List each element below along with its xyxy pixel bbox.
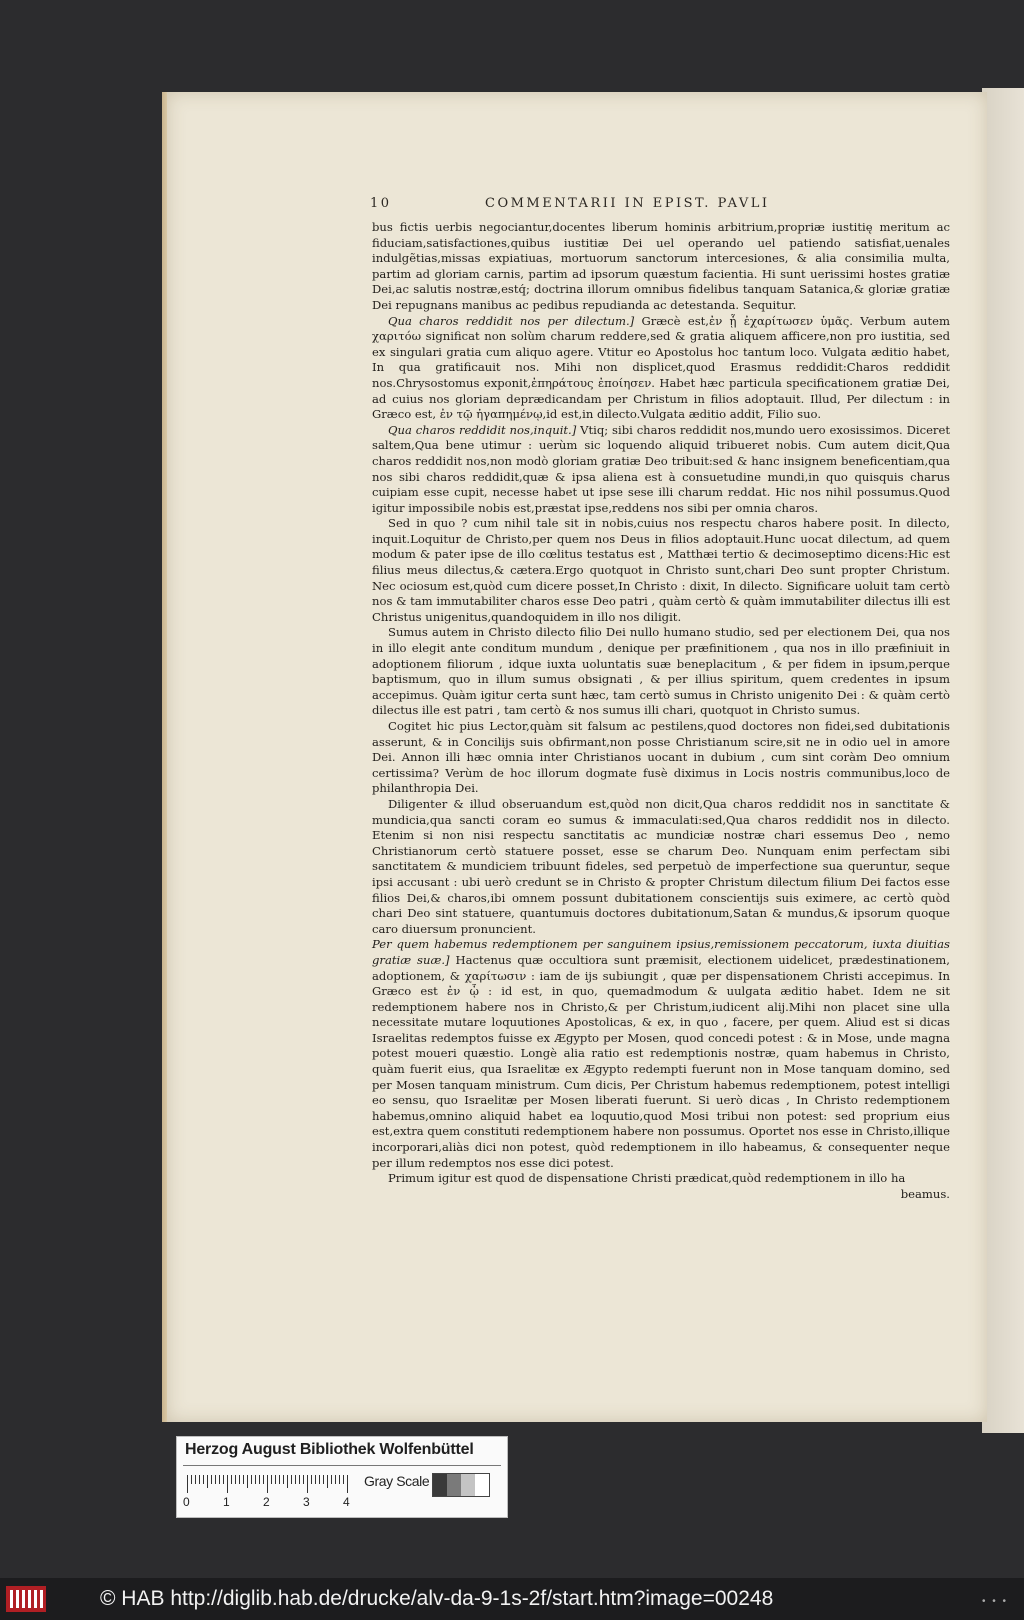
ruler-numbers <box>183 1495 363 1511</box>
ruler-tick <box>347 1475 348 1493</box>
ruler-tick <box>239 1475 240 1484</box>
ruler-tick <box>243 1475 244 1484</box>
ruler-number: 2 <box>263 1495 270 1509</box>
ruler-tick <box>251 1475 252 1484</box>
ruler-tick <box>231 1475 232 1484</box>
running-title: COMMENTARII IN EPIST. PAVLI <box>485 196 770 211</box>
gray-swatch-cell <box>447 1474 461 1496</box>
paragraph-text: Hactenus quæ occultiora sunt præmisit, electionem uidelicet, prædestinationem, adoptionem, & χαρίτωσιν : iam de ijs subiungit , quæ per dispensationem Christi accepimus. In Græco est ἐν ᾧ : id est, in quo, quemadmodum & uulgata æditio habet. Idem ne sit redemptionem habere nos in Christo,& per Christum,iudicent alij.Mihi non placet sine ulla necessitate mutare loquutiones Apostolicas, & ex, in quo , facere, per quem. Aliud est si dicas Israelitas redemptos fuisse ex Ægypto per Mosen, quod concedi potest : & in Mose, unde magna potest moueri quæstio. Longè alia ratio est redemptionis nostræ, quam habemus in Christo, quàm fuerit eius, qua Israelitæ ex Ægypto redempti fuerunt non in Mose tanquam domino, sed per Mosen tanquam ministrum. Cum dicis, Per Christum habemus redemptionem, potest intelligi eo sensu, quo Israelitæ per Mosen liberati fuerunt. Si uerò dicas , In Christo redemptionem habemus,omnino aliquid habet ea loquutio,quod Mosi tribui non potest: sed proprium eius est,extra quem constituti redemptionem habere non possumus. Oportet nos esse in Christo,illique incorporari,aliàs dici non potest, quòd redemptionem in illo habeamus, & consequenter neque per illum redemptos nos esse dici potest. <box>372 952 950 1170</box>
paragraph-text: Græcè est,ἐν ᾗ ἐχαρίτωσεν ὑμᾶς. Verbum autem χαριτόω significat non solùm charum reddere,sed & gratia aliquem afficere,non pro iustitia, sed ex singulari gratia cum aliquo agere. Vtitur eo Apostolus hoc tantum loco. Vulgata æditio habet, In qua gratificauit nos. Mihi non displicet,quod Erasmus reddidit:Charos reddidit nos.Chrysostomus exponit,ἐπηράτους ἐποίησεν. Habet hæc particula specificationem gratiæ Dei, ad cuius nos gloriam deprædicandam per Christum in filios adoptauit. Illud, Per dilectum : in Græco est, ἐν τῷ ἠγαπημένῳ,id est,in dilecto.Vulgata æditio addit, Filio suo. <box>372 313 951 422</box>
paragraph <box>372 516 950 625</box>
paragraph <box>372 719 950 797</box>
paragraph <box>372 1171 950 1187</box>
ruler-tick <box>247 1475 248 1488</box>
ruler-tick <box>331 1475 332 1484</box>
ruler-tick <box>255 1475 256 1484</box>
paragraph <box>372 625 950 719</box>
ruler-tick <box>219 1475 220 1484</box>
ruler-tick <box>343 1475 344 1484</box>
paragraph-text: Vtiq; sibi charos reddidit nos,mundo uero exosissimos. Diceret saltem,Qua bene utimur : uerùm sic loquendo aliquid tribueret nobis. Cum autem dicit,Qua charos reddidit nos,non modò gloriam gratiæ Deo tribuit:sed & hanc insignem beneficentiam,qua nos sibi charos reddidit,quæ & ipsa aliena est à consuetudine mundi,in quo quisquis charus cuipiam esse cupit, necesse habet ut ipse sese illi charum reddat. Hic nos nihil possumus.Quod igitur impossibile nobis est,præstat ipse,reddens nos sibi per omnia charos. <box>372 422 950 515</box>
ruler-tick <box>303 1475 304 1484</box>
ruler-tick <box>267 1475 268 1493</box>
facing-page-edge <box>982 88 1024 1433</box>
gray-swatch-cell <box>475 1474 489 1496</box>
card-divider <box>183 1465 501 1466</box>
paragraph-text: Primum igitur est quod de dispensatione Christi prædicat,quòd redemptionem in illo ha <box>388 1171 906 1186</box>
ruler-tick <box>223 1475 224 1484</box>
ruler-tick <box>283 1475 284 1484</box>
gray-scale-label: Gray Scale <box>364 1473 430 1489</box>
ruler-tick <box>203 1475 204 1484</box>
paragraph <box>372 220 950 314</box>
ruler-number: 0 <box>183 1495 190 1509</box>
ruler-tick <box>195 1475 196 1484</box>
ruler-tick <box>271 1475 272 1484</box>
catchword: beamus. <box>900 1186 950 1201</box>
paragraph <box>372 314 950 423</box>
ruler-tick <box>187 1475 188 1493</box>
hab-logo-icon <box>6 1586 46 1612</box>
ruler-tick <box>211 1475 212 1484</box>
color-target-card <box>176 1436 508 1518</box>
ruler-tick <box>323 1475 324 1484</box>
paragraph-text: Sumus autem in Christo dilecto filio Dei nullo humano studio, sed per electionem Dei, qua nos in illo elegit ante conditum mundum , denique per præfinitionem , qua nos in illo præfiniuit in adoptionem filiorum , idque iuxta uoluntatis suæ beneplacitum , & per fidem in ipsum,perque baptismum, quo in illum sumus obsignati , & per illius spiritum, quem credentes in ipsum accepimus. Quàm igitur certa sunt hæc, tam certò sumus in Christo unigenito Dei : & quàm certò dilectus ille est patri , tam certò & nos sumus illi chari, quotquot in Christo sumus. <box>372 625 950 718</box>
lemma: Qua charos reddidit nos,inquit.] <box>388 422 577 437</box>
lemma: Per quem habemus redemptionem per sanguinem ipsius,remissionem peccatorum, iuxta diuitias gratiæ suæ.] <box>372 937 950 967</box>
ruler-tick <box>327 1475 328 1488</box>
paragraph <box>372 797 950 937</box>
ruler-tick <box>207 1475 208 1488</box>
paragraph-text: bus fictis uerbis negociantur,docentes liberum hominis arbitrium,propriæ iustitię meritum ac fiduciam,satisfactiones,quibus iustitiæ Dei uel operando uel patiendo satisfiat,uenales indulgẽtias,missas expiatiuas, mortuorum sanctorum intercesiones, & alia consimilia multa, partim ad gloriam carnis, partim ad ipsorum quæstum facientia. Hi sunt uerissimi hostes gratiæ Dei,ac salutis nostræ,estq́; doctrina illorum omnibus fidelibus tanquam Satanica,& gloriæ gratiæ Dei repugnans manibus ac pedibus repudianda ac detestanda. Sequitur. <box>372 220 950 312</box>
ruler-tick <box>215 1475 216 1484</box>
ruler-tick <box>295 1475 296 1484</box>
ruler-tick <box>199 1475 200 1484</box>
ruler-tick <box>235 1475 236 1484</box>
ruler-tick <box>319 1475 320 1484</box>
lemma: Qua charos reddidit nos per dilectum.] <box>388 313 635 328</box>
ruler-tick <box>291 1475 292 1484</box>
ruler-tick <box>287 1475 288 1488</box>
paragraph-text: Diligenter & illud obseruandum est,quòd non dicit,Qua charos reddidit nos in sanctitate & mundicia,qua sancti coram eo sumus & immaculati:sed,Qua charos reddidit nos in dilecto. Etenim si non nisi respectu sanctitatis ac mundiciæ nostræ chari essemus Deo , nemo Christianorum certò statuere posset, esse se charum Deo. Nunquam enim perfectam sibi sanctitatem & mundiciem tribuunt fideles, sed perpetuò de imperfectione sua queruntur, seque ipsi accusant : ubi uerò credunt se in Christo & propter Christum dilectum filium Dei factos esse filios Dei,& charos,ibi omnem possunt dubitationem conscientijs suis eximere, ac certò quòd chari Deo sint statuere, quantumuis doctores dubitationum,Satan & mundus,& ipsorum quoque caro diuersum pronuncient. <box>372 796 950 936</box>
ruler-tick <box>299 1475 300 1484</box>
ruler-number: 1 <box>223 1495 230 1509</box>
ruler-tick <box>191 1475 192 1484</box>
ruler-tick <box>307 1475 308 1493</box>
running-head <box>370 196 955 216</box>
paragraph <box>372 937 950 1171</box>
ruler-tick <box>279 1475 280 1484</box>
ruler <box>187 1475 347 1497</box>
ruler-tick <box>259 1475 260 1484</box>
paragraph-text: Cogitet hic pius Lector,quàm sit falsum ac pestilens,quod doctores non fidei,sed dubitationis asserunt, & in Concilijs suis obfirmant,non posse Christianum scire,sit ne in odio uel in amore Dei. Annon illi hæc omnia inter Christianos uocant in dubium , cum sint coràm Deo omnium certissima? Verùm de hoc illorum dogmate fusè diximus in Locis nostris communibus,loco de philanthropia Dei. <box>372 719 950 796</box>
ruler-tick <box>275 1475 276 1484</box>
ruler-tick <box>315 1475 316 1484</box>
ruler-tick <box>227 1475 228 1493</box>
ruler-number: 4 <box>343 1495 350 1509</box>
ruler-tick <box>335 1475 336 1484</box>
ruler-tick <box>339 1475 340 1484</box>
footer-dots: • • • <box>981 1596 1008 1607</box>
gray-scale-swatch <box>432 1473 490 1497</box>
copyright-url: © HAB http://diglib.hab.de/drucke/alv-da-9-1s-2f/start.htm?image=00248 <box>100 1587 774 1610</box>
footer-bar <box>0 1578 1024 1620</box>
paragraph <box>372 423 950 517</box>
ruler-tick <box>311 1475 312 1484</box>
ruler-number: 3 <box>303 1495 310 1509</box>
body-text <box>372 220 950 1202</box>
paragraph-text: Sed in quo ? cum nihil tale sit in nobis,cuius nos respectu charos habere posit. In dilecto, inquit.Loquitur de Christo,per quem nos Deus in filios adoptauit.Hunc uocat dilectum, ad quem modum & pater ipse de illo cœlitus testatus est , Matthæi tertio & decimoseptimo dicens:Hic est filius meus dilectus,& cætera.Ergo quotquot in Christo sunt,chari Deo sunt propter Christum. Nec ociosum est,quòd cum dicere posset,In Christo : dixit, In dilecto. Significare uoluit tam certò nos & tam immutabiliter charos esse Deo patri , quàm certò & quàm immutabiliter dilectus illi est Christus unigenitus,quandoquidem in illo nos diligit. <box>372 516 950 624</box>
page-number: 10 <box>370 196 392 211</box>
ruler-tick <box>263 1475 264 1484</box>
gray-swatch-cell <box>461 1474 475 1496</box>
gray-swatch-cell <box>433 1474 447 1496</box>
library-name: Herzog August Bibliothek Wolfenbüttel <box>185 1441 474 1458</box>
